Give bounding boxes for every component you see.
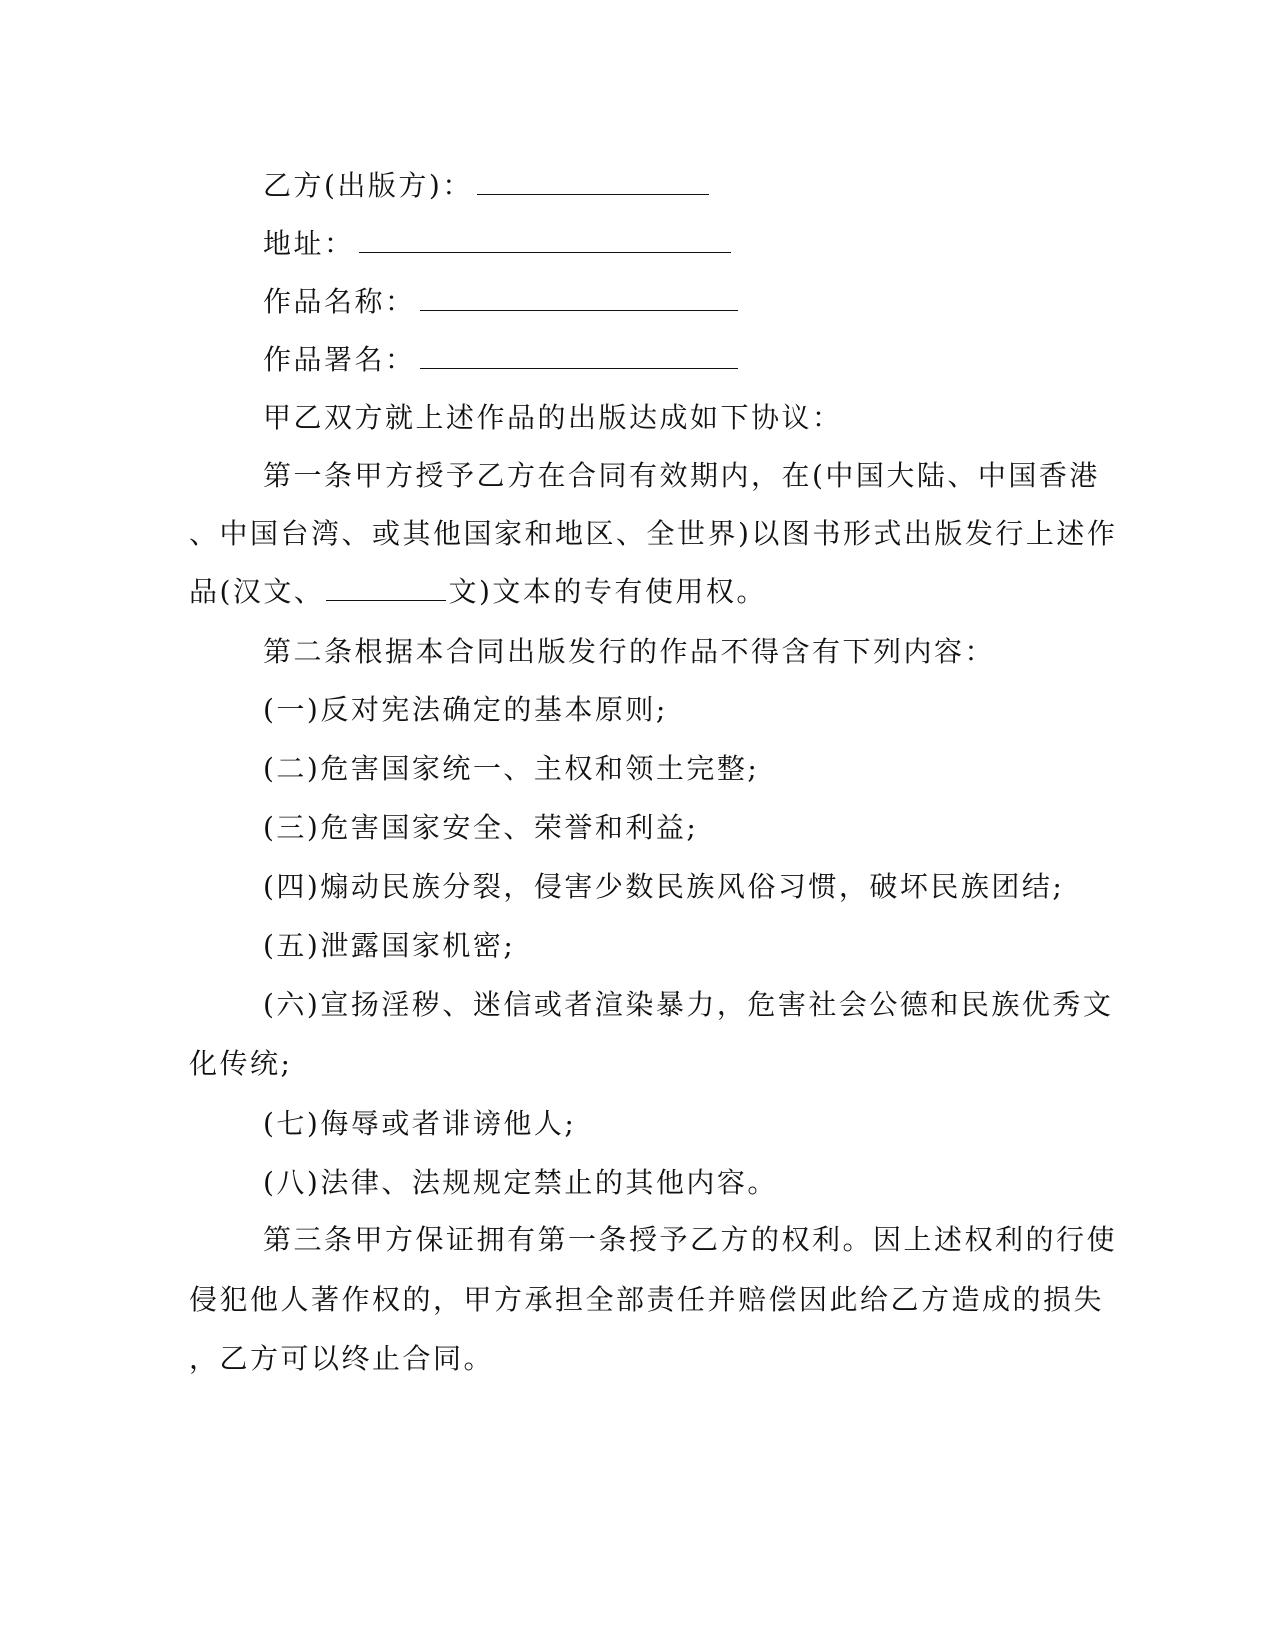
field-label: 乙方(出版方)：	[263, 169, 473, 202]
field-label: 作品名称：	[263, 285, 416, 318]
field-work-title	[263, 284, 1143, 320]
article1-line	[189, 574, 1069, 610]
field-work-author	[263, 342, 1143, 378]
article2-item: (七)侮辱或者诽谤他人;	[263, 1107, 577, 1140]
article2-item: 化传统;	[189, 1047, 293, 1080]
field-address	[263, 226, 1143, 262]
field-label: 作品署名：	[263, 343, 416, 376]
article2-item: (四)煽动民族分裂，侵害少数民族风俗习惯，破坏民族团结;	[263, 870, 1065, 903]
article1-text: 品(汉文、	[189, 575, 325, 608]
field-publisher	[263, 168, 1143, 204]
article2-item: (三)危害国家安全、荣誉和利益;	[263, 811, 699, 844]
fill-in-blank	[420, 342, 738, 369]
article1-text: 文)文本的专有使用权。	[448, 575, 767, 608]
fill-in-blank	[326, 574, 446, 601]
fill-in-blank	[420, 284, 738, 311]
article1-line: 第一条甲方授予乙方在合同有效期内，在(中国大陆、中国香港	[263, 459, 1100, 492]
fill-in-blank	[477, 168, 709, 195]
intro-paragraph: 甲乙双方就上述作品的出版达成如下协议：	[263, 401, 843, 434]
article2-heading: 第二条根据本合同出版发行的作品不得含有下列内容：	[263, 635, 996, 668]
article2-item: (八)法律、法规规定禁止的其他内容。	[263, 1166, 778, 1199]
article2-item: (五)泄露国家机密;	[263, 929, 516, 962]
field-label: 地址：	[263, 227, 355, 260]
article3-line: 侵犯他人著作权的，甲方承担全部责任并赔偿因此给乙方造成的损失	[189, 1283, 1105, 1316]
fill-in-blank	[359, 226, 731, 253]
article1-line: 、中国台湾、或其他国家和地区、全世界)以图书形式出版发行上述作	[189, 517, 1118, 550]
article3-line: ，乙方可以终止合同。	[189, 1342, 495, 1375]
article3-line: 第三条甲方保证拥有第一条授予乙方的权利。因上述权利的行使	[263, 1223, 1118, 1256]
article2-item: (一)反对宪法确定的基本原则;	[263, 693, 668, 726]
article2-item: (六)宣扬淫秽、迷信或者渲染暴力，危害社会公德和民族优秀文	[263, 988, 1114, 1021]
article2-item: (二)危害国家统一、主权和领土完整;	[263, 752, 760, 785]
